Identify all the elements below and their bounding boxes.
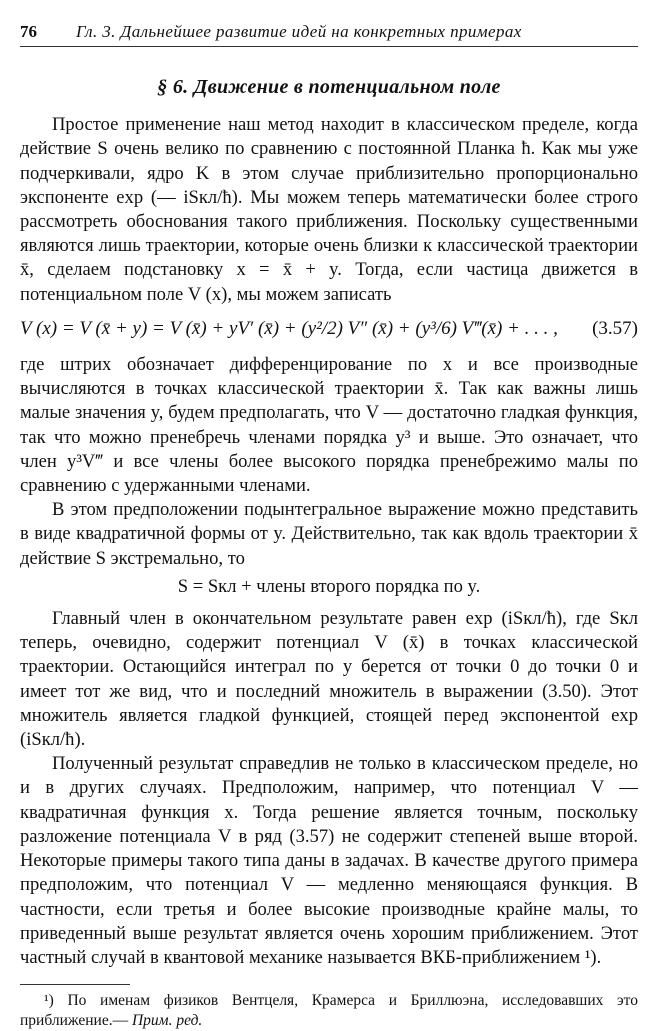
footnote-text: ¹) По именам физиков Вентцеля, Крамерса и Бриллюэна, исследовавших это приближение.— [20,992,638,1030]
paragraph-5: Полученный результат справедлив не только в классическом пределе, но и в других случаях. Предположим, например, что потенциал V — квадратичная функция x. Тогда решение является точным, поскольку разложение потенциала V в ряд (3.57) не содержит степеней выше второй. Некоторые примеры такого типа даны в задачах. В качестве другого примера предположим, что потенциал V — медленно меняющаяся функция. В частности, если третья и более высокие производные крайне малы, то приведенный выше результат является очень хорошим приближением. Этот частный случай в квантовой механике называется ВКБ-приближением ¹). [20,753,638,968]
formula-expression: V (x) = V (x̄ + y) = V (x̄) + yV′ (x̄) + (y²/2) V″ (x̄) + (y³/6) V‴(x̄) + . . . , [20,317,558,339]
running-head [20,20,638,47]
footnote [20,991,638,1031]
paragraph-2: где штрих обозначает дифференцирование по x и все производные вычисляются в точках классической траектории x̄. Так как важны лишь малые значения y, будем предполагать, что V — достаточно гладкая функция, так что можно пренебречь членами порядка y³ и выше. Это означает, что член y³V‴ и все члены более высокого порядка пренебрежимо малы по сравнению с удержанными членами. [20,354,638,497]
page-number: 76 [20,22,37,41]
formula-action: S = Sкл + члены второго порядка по y. [177,575,481,597]
footnote-rule [20,984,130,985]
formula-3-57 [20,317,638,341]
book-page [20,20,638,1031]
paragraph-3: В этом предположении подынтегральное выражение можно представить в виде квадратичной формы от y. Действительно, так как вдоль траектории x̄ действие S экстремально, то [20,499,638,569]
formula-number: (3.57) [592,317,638,339]
running-title: Гл. 3. Дальнейшее развитие идей на конкретных примерах [76,22,522,41]
section-title: § 6. Движение в потенциальном поле [157,76,501,98]
paragraph-1: Простое применение наш метод находит в классическом пределе, когда действие S очень велико по сравнению с постоянной Планка ħ. Как мы уже подчеркивали, ядро K в этом случае приблизительно пропорционально экспоненте exp (— iSкл/ħ). Мы можем теперь математически более строго рассмотреть обоснования такого приближения. Поскольку существенными являются лишь траектории, которые очень близки к классической траектории x̄, сделаем подстановку x = x̄ + y. Тогда, если частица движется в потенциальном поле V (x), мы можем записать [20,114,638,305]
paragraph-4: Главный член в окончательном результате равен exp (iSкл/ħ), где Sкл теперь, очевидно, содержит потенциал V (x̄) в точках классической траектории. Остающийся интеграл по y берется от точки 0 до точки 0 и имеет тот же вид, что и последний множитель в выражении (3.50). Этот множитель является гладкой функцией, стоящей перед экспонентой exp (iSкл/ħ). [20,608,638,751]
footnote-signature: Прим. ред. [131,1012,203,1030]
